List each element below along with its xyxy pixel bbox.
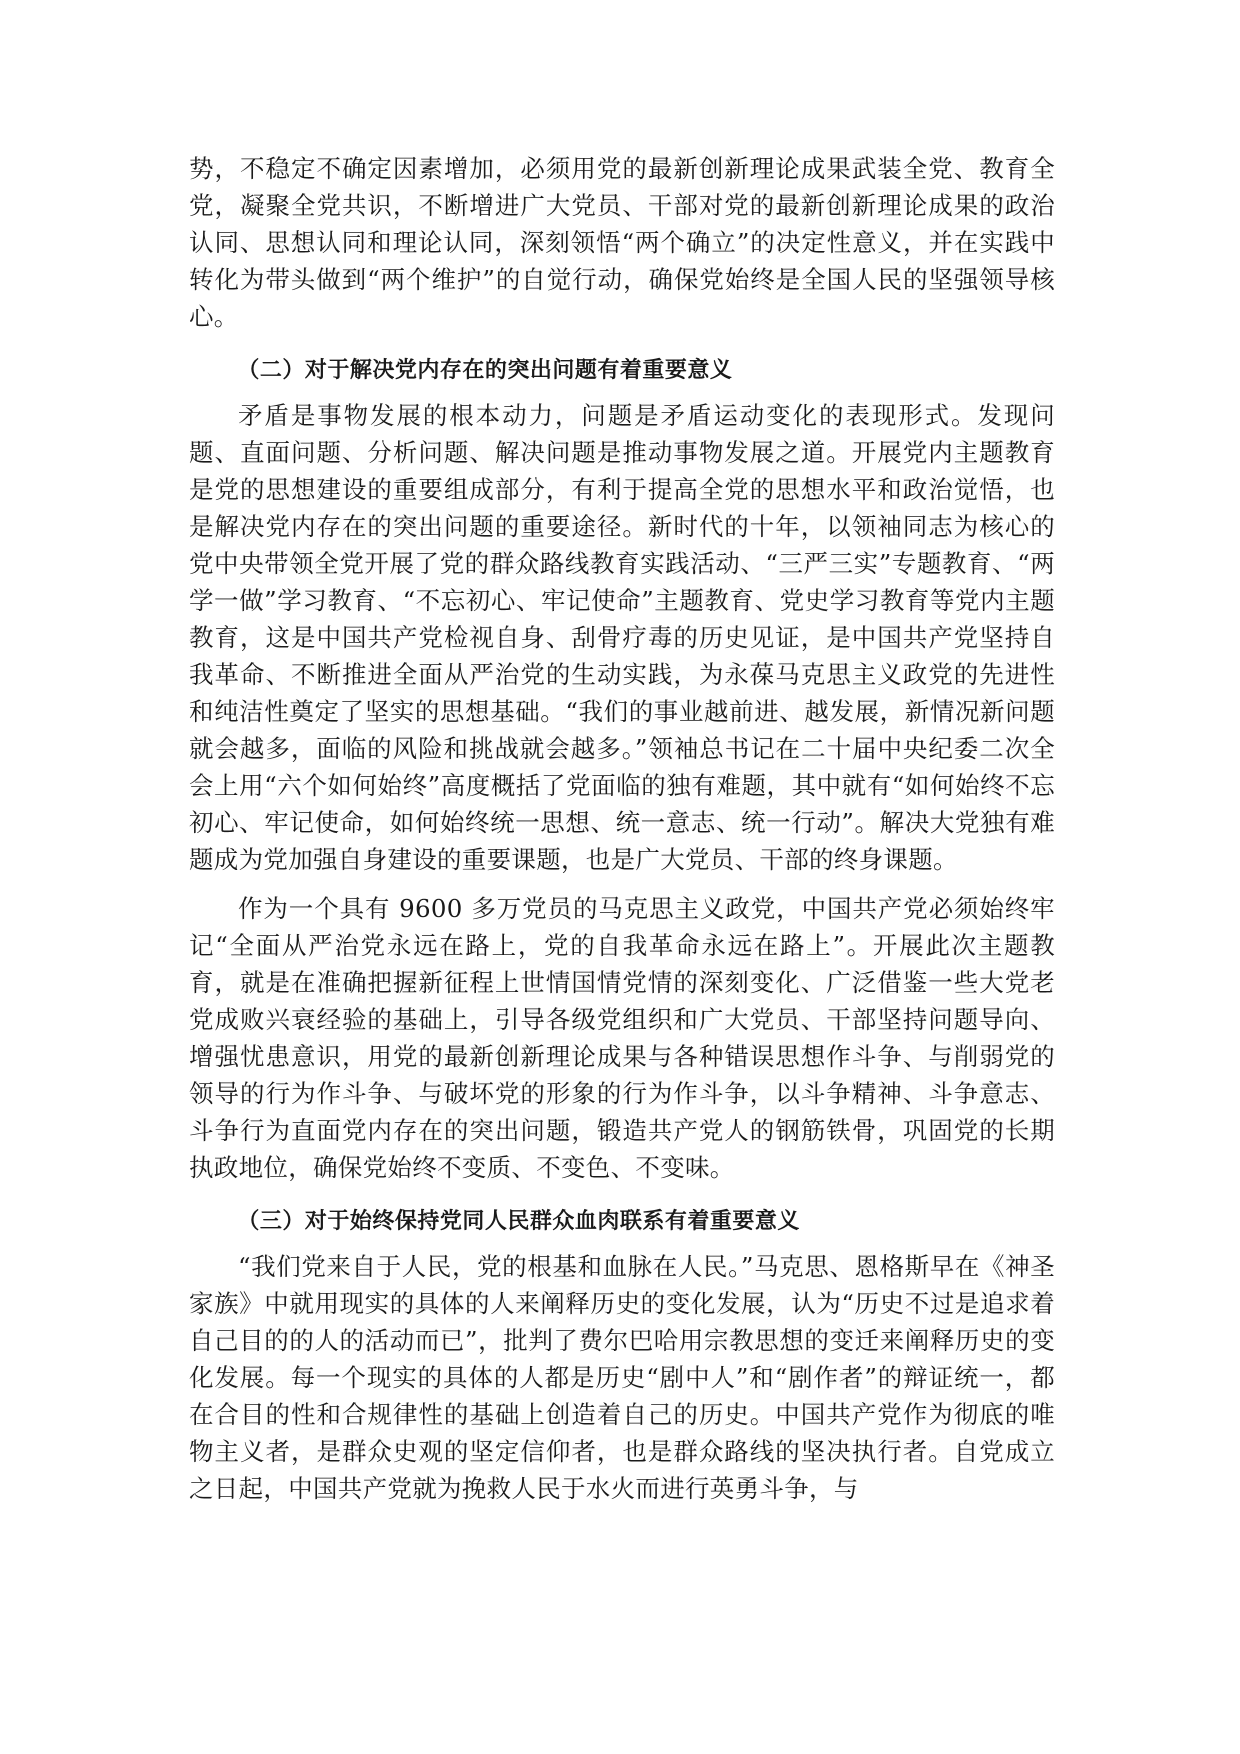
document-page	[189, 150, 1055, 1507]
body-paragraph-1: 势，不稳定不确定因素增加，必须用党的最新创新理论成果武装全党、教育全党，凝聚全党共识，不断增进广大党员、干部对党的最新创新理论成果的政治认同、思想认同和理论认同，深刻领悟“两个确立”的决定性意义，并在实践中转化为带头做到“两个维护”的自觉行动，确保党始终是全国人民的坚强领导核心。	[189, 154, 1055, 331]
section-heading-2: （二）对于解决党内存在的突出问题有着重要意义	[237, 358, 733, 383]
body-paragraph-3: 作为一个具有 9600 多万党员的马克思主义政党，中国共产党必须始终牢记“全面从严治党永远在路上，党的自我革命永远在路上”。开展此次主题教育，就是在准确把握新征程上世情国情党情的深刻变化、广泛借鉴一些大党老党成败兴衰经验的基础上，引导各级党组织和广大党员、干部坚持问题导向、增强忧患意识，用党的最新创新理论成果与各种错误思想作斗争、与削弱党的领导的行为作斗争、与破坏党的形象的行为作斗争，以斗争精神、斗争意志、斗争行为直面党内存在的突出问题，锻造共产党人的钢筋铁骨，巩固党的长期执政地位，确保党始终不变质、不变色、不变味。	[189, 894, 1055, 1182]
body-paragraph-2: 矛盾是事物发展的根本动力，问题是矛盾运动变化的表现形式。发现问题、直面问题、分析问题、解决问题是推动事物发展之道。开展党内主题教育是党的思想建设的重要组成部分，有利于提高全党的思想水平和政治觉悟，也是解决党内存在的突出问题的重要途径。新时代的十年，以领袖同志为核心的党中央带领全党开展了党的群众路线教育实践活动、“三严三实”专题教育、“两学一做”学习教育、“不忘初心、牢记使命”主题教育、党史学习教育等党内主题教育，这是中国共产党检视自身、刮骨疗毒的历史见证，是中国共产党坚持自我革命、不断推进全面从严治党的生动实践，为永葆马克思主义政党的先进性和纯洁性奠定了坚实的思想基础。“我们的事业越前进、越发展，新情况新问题就会越多，面临的风险和挑战就会越多。”领袖总书记在二十届中央纪委二次全会上用“六个如何始终”高度概括了党面临的独有难题，其中就有“如何始终不忘初心、牢记使命，如何始终统一思想、统一意志、统一行动”。解决大党独有难题成为党加强自身建设的重要课题，也是广大党员、干部的终身课题。	[189, 401, 1055, 874]
section-heading-3: （三）对于始终保持党同人民群众血肉联系有着重要意义	[237, 1209, 800, 1234]
body-paragraph-4: “我们党来自于人民，党的根基和血脉在人民。”马克思、恩格斯早在《神圣家族》中就用现实的具体的人来阐释历史的变化发展，认为“历史不过是追求着自己目的的人的活动而已”，批判了费尔巴哈用宗教思想的变迁来阐释历史的变化发展。每一个现实的具体的人都是历史“剧中人”和“剧作者”的辩证统一，都在合目的性和合规律性的基础上创造着自己的历史。中国共产党作为彻底的唯物主义者，是群众史观的坚定信仰者，也是群众路线的坚决执行者。自党成立之日起，中国共产党就为挽救人民于水火而进行英勇斗争，与	[189, 1252, 1055, 1503]
